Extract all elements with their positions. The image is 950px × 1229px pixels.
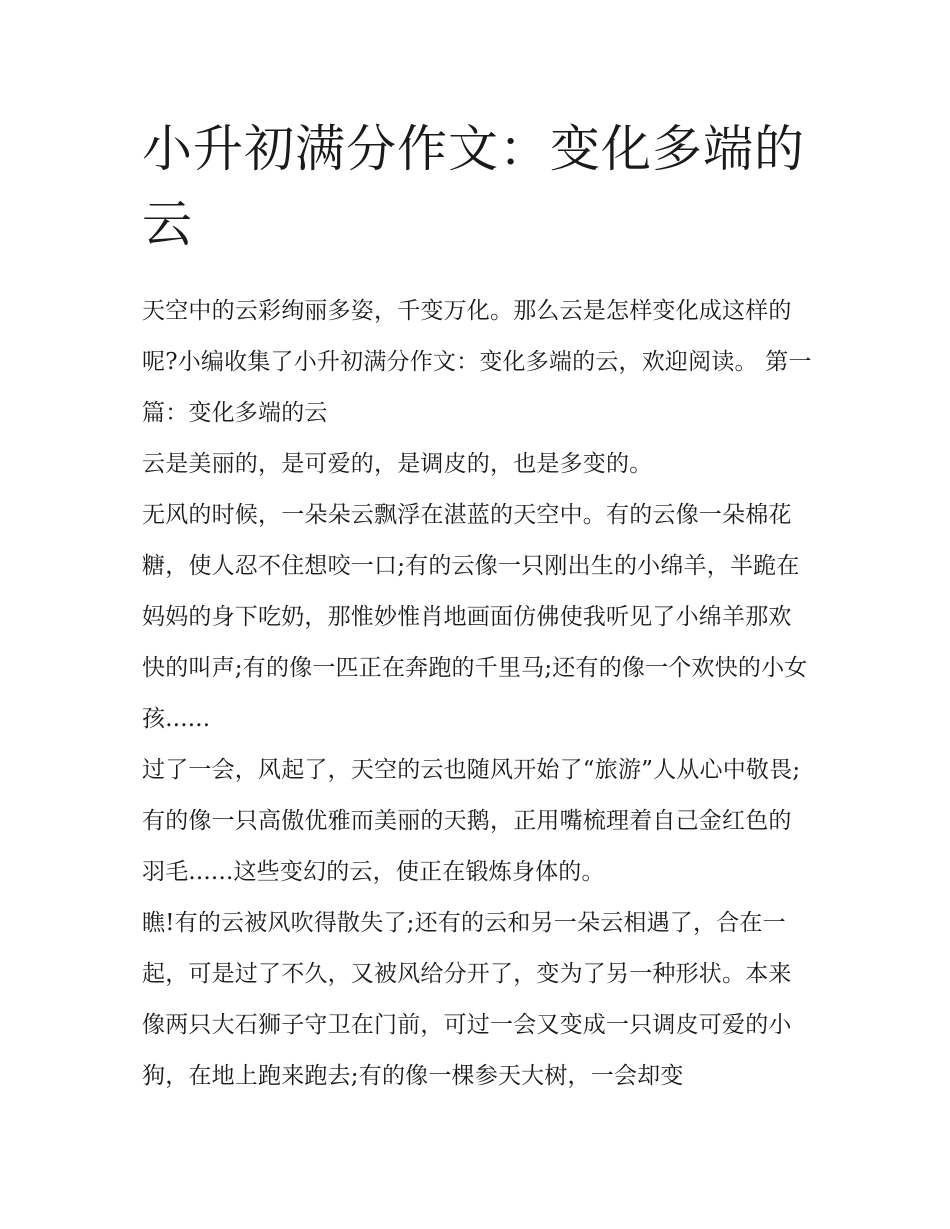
paragraph-clouds-change: 瞧!有的云被风吹得散失了;还有的云和另一朵云相遇了，合在一起，可是过了不久，又被风给分开了，变为了另一种形状。本来像两只大石狮子守卫在门前，可过一会又变成一只调皮可爱的小狗，在地上跑来跑去;有的像一棵参天大树，一会却变 xyxy=(142,910,792,1089)
paragraph-no-wind: 无风的时候，一朵朵云飘浮在湛蓝的天空中。有的云像一朵棉花糖，使人忍不住想咬一口;有的云像一只刚出生的小绵羊，半跪在妈妈的身下吃奶，那惟妙惟肖地画面仿佛使我听见了小绵羊那欢快的叫声;有的像一匹正在奔跑的千里马;还有的像一个欢快的小女孩...... xyxy=(142,502,808,732)
document-page xyxy=(142,112,812,1102)
paragraph-intro: 天空中的云彩绚丽多姿，千变万化。那么云是怎样变化成这样的呢?小编收集了小升初满分作文：变化多端的云，欢迎阅读。 第一篇：变化多端的云 xyxy=(142,298,812,426)
paragraph-wind-rises: 过了一会，风起了，天空的云也随风开始了“旅游”人从心中敬畏;有的像一只高傲优雅而美丽的天鹅，正用嘴梳理着自己金红色的羽毛......这些变幻的云，使正在锻炼身体的。 xyxy=(142,757,801,885)
paragraph-cloud-traits: 云是美丽的，是可爱的，是调皮的，也是多变的。 xyxy=(142,451,653,477)
document-body xyxy=(142,286,812,1102)
document-title: 小升初满分作文：变化多端的云 xyxy=(142,120,805,253)
